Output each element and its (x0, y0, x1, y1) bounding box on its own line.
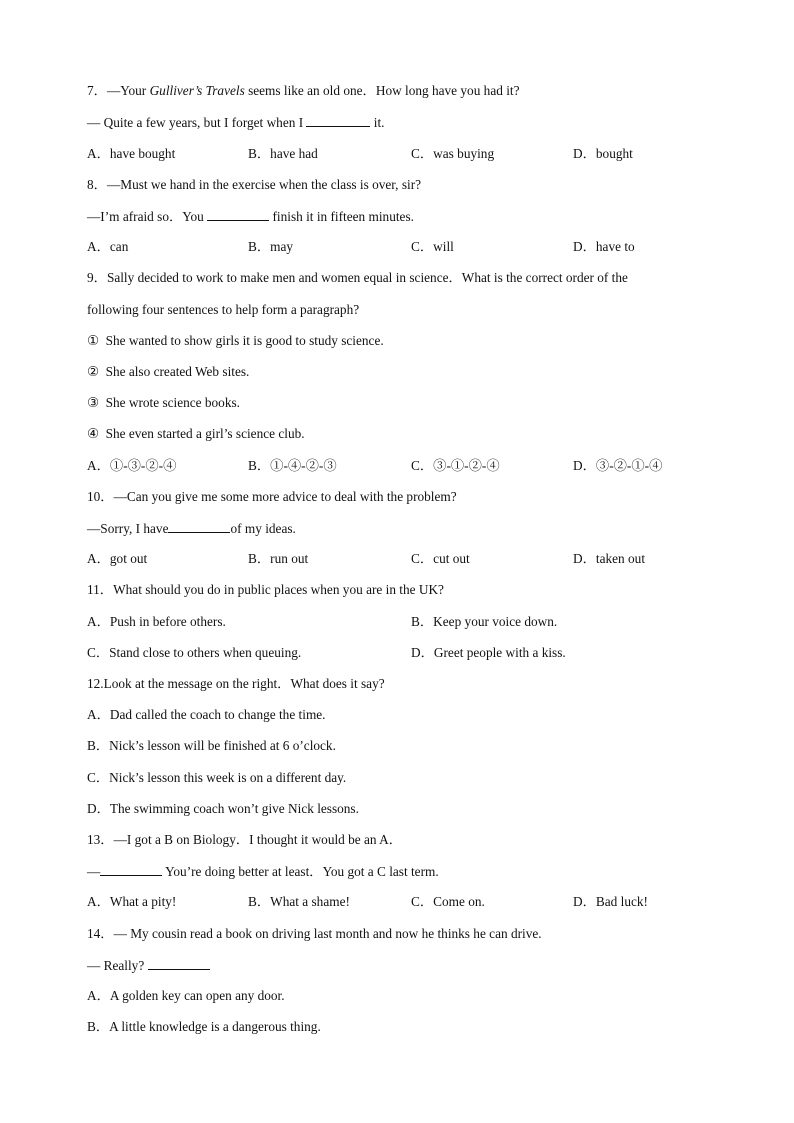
q13-option-c[interactable]: C．Come on. (411, 894, 485, 909)
q10-reply-after: of my ideas. (230, 521, 296, 536)
q10-option-a[interactable]: A．got out (87, 551, 148, 566)
q8-option-a[interactable]: A．can (87, 239, 129, 254)
q7-answer-blank[interactable] (306, 114, 370, 127)
question-13-reply (87, 863, 439, 880)
q14-option-b[interactable]: B．A little knowledge is a dangerous thing. (87, 1019, 321, 1034)
q10-reply-before: —Sorry, I have (87, 521, 169, 536)
q13-option-b[interactable]: B．What a shame! (248, 894, 350, 909)
q9-sentence-2: ② She also created Web sites. (87, 364, 250, 379)
q8-option-b[interactable]: B．may (248, 239, 294, 254)
q10-option-c[interactable]: C．cut out (411, 551, 470, 566)
question-12-stem: 12.Look at the message on the right．What does it say? (87, 676, 385, 691)
q9-sentence-4: ④ She even started a girl’s science club. (87, 426, 305, 441)
q7-reply-before: — Quite a few years, but I forget when I (87, 115, 307, 130)
q9-sentence-3: ③ She wrote science books. (87, 395, 240, 410)
q8-option-d[interactable]: D．have to (573, 239, 635, 254)
question-9-stem: 9．Sally decided to work to make men and women equal in science．What is the correct order of the (87, 270, 628, 285)
q14-option-a[interactable]: A．A golden key can open any door. (87, 988, 285, 1003)
q14-reply-before: — Really? (87, 958, 148, 973)
question-8-reply (87, 208, 414, 225)
question-14-stem: 14．— My cousin read a book on driving last month and now he thinks he can drive. (87, 926, 542, 941)
q11-option-c[interactable]: C．Stand close to others when queuing. (87, 645, 302, 660)
q10-answer-blank[interactable] (168, 520, 230, 533)
q7-option-d[interactable]: D．bought (573, 146, 633, 161)
q10-option-d[interactable]: D．taken out (573, 551, 646, 566)
q12-option-b[interactable]: B．Nick’s lesson will be finished at 6 o’clock. (87, 738, 336, 753)
q9-option-d[interactable]: D．③-②-①-④ (573, 458, 663, 473)
q7-reply-after: it. (370, 115, 385, 130)
question-13-stem: 13．—I got a B on Biology．I thought it would be an A． (87, 832, 403, 847)
q9-option-a[interactable]: A．①-③-②-④ (87, 458, 177, 473)
q13-answer-blank[interactable] (100, 863, 162, 876)
question-10-reply (87, 520, 296, 537)
q12-option-a[interactable]: A．Dad called the coach to change the time. (87, 707, 326, 722)
question-9-stem-cont: following four sentences to help form a paragraph? (87, 302, 360, 317)
q8-reply-before: —I’m afraid so．You (87, 209, 208, 224)
q9-option-b[interactable]: B．①-④-②-③ (248, 458, 337, 473)
q9-option-c[interactable]: C．③-①-②-④ (411, 458, 500, 473)
q12-option-c[interactable]: C．Nick’s lesson this week is on a different day. (87, 770, 347, 785)
q7-option-b[interactable]: B．have had (248, 146, 318, 161)
question-7-stem (87, 83, 520, 99)
q7-stem-prefix: 7．—Your (87, 83, 150, 98)
q13-option-a[interactable]: A．What a pity! (87, 894, 177, 909)
q8-option-c[interactable]: C．will (411, 239, 454, 254)
q14-answer-blank[interactable] (148, 957, 210, 970)
q7-option-a[interactable]: A．have bought (87, 146, 176, 161)
q8-reply-after: finish it in fifteen minutes. (269, 209, 414, 224)
q10-option-b[interactable]: B．run out (248, 551, 309, 566)
q11-option-b[interactable]: B．Keep your voice down. (411, 614, 558, 629)
q7-book-title: Gulliver’s Travels (149, 83, 245, 98)
question-8-stem: 8．—Must we hand in the exercise when the class is over, sir? (87, 177, 422, 192)
q9-sentence-1: ① She wanted to show girls it is good to study science. (87, 333, 384, 348)
q11-option-d[interactable]: D．Greet people with a kiss. (411, 645, 566, 660)
q7-stem-suffix: seems like an old one．How long have you had it? (244, 83, 520, 98)
q13-reply-after: You’re doing better at least．You got a C last term. (162, 864, 439, 879)
q11-option-a[interactable]: A．Push in before others. (87, 614, 226, 629)
question-14-reply (87, 957, 210, 974)
q8-answer-blank[interactable] (207, 208, 269, 221)
q13-reply-before: — (87, 864, 101, 879)
question-7-reply (87, 114, 385, 131)
q7-option-c[interactable]: C．was buying (411, 146, 495, 161)
q12-option-d[interactable]: D．The swimming coach won’t give Nick lessons. (87, 801, 359, 816)
q13-option-d[interactable]: D．Bad luck! (573, 894, 648, 909)
question-11-stem: 11．What should you do in public places when you are in the UK? (87, 582, 444, 597)
question-10-stem: 10．—Can you give me some more advice to deal with the problem? (87, 489, 457, 504)
